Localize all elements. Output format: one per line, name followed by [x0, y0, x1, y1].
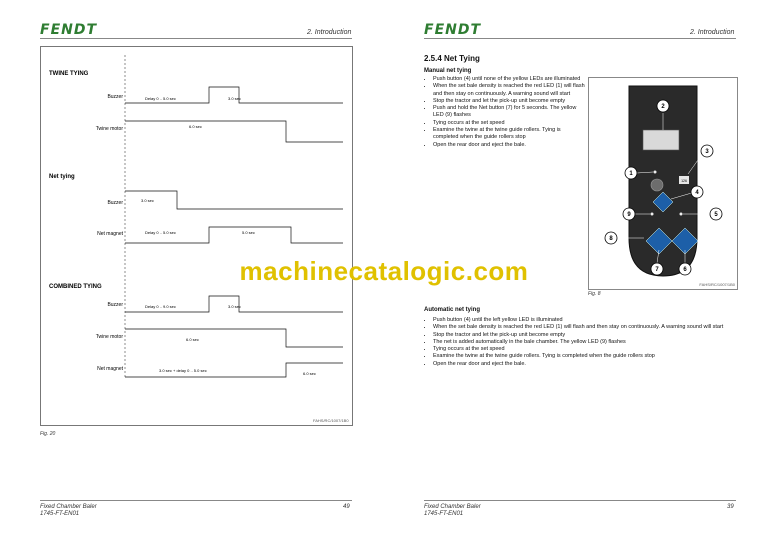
group-title-net: Net tying: [49, 174, 75, 180]
led-yellow-right: [680, 213, 683, 216]
footer-title: Fixed Chamber Baler: [424, 504, 481, 510]
figure-reference-code: FAHS/RC/1007/1B0: [699, 282, 735, 287]
timing-text: Delay 0 .. 9.0 sec: [145, 304, 176, 309]
callout-number: 8: [609, 236, 613, 242]
section-header: 2. Introduction: [307, 29, 352, 36]
callout-number: 2: [661, 104, 665, 110]
callout-number: 7: [655, 267, 659, 273]
group-title-twine: TWINE TYING: [49, 71, 89, 77]
manual-net-tying-title: Manual net tying: [424, 68, 472, 74]
timing-text: Delay 0 .. 5.0 sec: [145, 230, 176, 235]
timing-text: 6.0 sec: [303, 371, 316, 376]
list-item: • Push button (4) until the left yellow LED is illuminated: [433, 317, 733, 324]
list-item: • Stop the tractor and let the pick-up unit become empty: [433, 98, 585, 105]
fendt-logo: FENDT: [424, 22, 482, 38]
callout-number: 3: [705, 149, 709, 155]
signal-label: Twine motor: [95, 334, 123, 340]
list-item: • Push button (4) until none of the yellow LEDs are illuminated: [433, 76, 585, 83]
timing-text: 6.0 sec: [186, 337, 199, 342]
figure-label: Fig. 8: [588, 291, 601, 297]
timing-text: 5.0 sec: [242, 230, 255, 235]
signal-trace: [125, 121, 343, 142]
list-item: • Examine the twine at the twine guide rollers. Tying is completed when the guide rollers stop: [433, 127, 585, 142]
section-header: 2. Introduction: [690, 29, 735, 36]
timing-text: 3.0 sec: [228, 96, 241, 101]
signal-trace: [125, 191, 343, 209]
footer-divider: [424, 500, 736, 501]
section-title: 2.5.4 Net Tying: [424, 54, 480, 63]
timing-text: Delay 0 .. 5.0 sec: [145, 96, 176, 101]
callout-number: 5: [714, 212, 718, 218]
list-item: • Tying occurs at the set speed: [433, 120, 585, 127]
footer-divider: [40, 500, 352, 501]
callout-number: 6: [683, 267, 687, 273]
callout-number: 4: [695, 190, 699, 196]
figure-reference-code: FAHS/RC/1007/1B0: [313, 418, 349, 423]
list-item: • Open the rear door and eject the bale.: [433, 361, 733, 368]
timing-diagram-frame: [40, 46, 353, 426]
callout-number: 1: [629, 171, 633, 177]
header-divider: [424, 38, 736, 39]
list-item: • When the set bale density is reached the red LED (1) will flash and then stay on continuously. A warning sound will start: [433, 324, 733, 331]
timing-text: 3.0 sec: [228, 304, 241, 309]
signal-label: Net magnet: [97, 231, 123, 237]
signal-label: Net magnet: [97, 366, 123, 372]
footer-code: 1745-FT-EN01: [424, 511, 464, 517]
list-item: • The net is added automatically in the bale chamber. The yellow LED (9) flashes: [433, 339, 733, 346]
automatic-steps-list: [424, 317, 733, 368]
page-number: 39: [727, 504, 734, 510]
indicator-label: 126: [681, 179, 687, 183]
page-number: 49: [343, 504, 350, 510]
list-item: • When the set bale density is reached the red LED (1) will flash and then stay on continuously. A warning sound will start: [433, 83, 585, 98]
list-item: • Open the rear door and eject the bale.: [433, 142, 585, 149]
signal-label: Buzzer: [107, 200, 123, 206]
list-item: • Examine the twine at the twine guide rollers. Tying is completed when the guide rollers stop: [433, 353, 733, 360]
density-knob: [651, 179, 663, 191]
fendt-logo: FENDT: [40, 22, 98, 38]
led-yellow-left: [651, 213, 654, 216]
list-item: • Push and hold the Net button (7) for 5 seconds. The yellow LED (9) flashes: [433, 105, 585, 120]
callout-number: 9: [627, 212, 631, 218]
footer-code: 1745-FT-EN01: [40, 511, 80, 517]
automatic-net-tying-title: Automatic net tying: [424, 307, 481, 313]
list-item: • Stop the tractor and let the pick-up unit become empty: [433, 332, 733, 339]
list-item: • Tying occurs at the set speed: [433, 346, 733, 353]
header-divider: [40, 38, 352, 39]
timing-text: 6.0 sec: [189, 124, 202, 129]
figure-label: Fig. 20: [40, 431, 56, 437]
signal-label: Buzzer: [107, 94, 123, 100]
signal-trace: [125, 329, 343, 347]
watermark: machinecatalogic.com: [239, 256, 529, 286]
signal-label: Buzzer: [107, 302, 123, 308]
led-red: [654, 171, 657, 174]
footer-title: Fixed Chamber Baler: [40, 504, 97, 510]
timing-diagram: [41, 47, 352, 425]
manual-steps-list: [424, 76, 585, 149]
timing-text: 3.0 sec + delay 0 .. 5.0 sec: [159, 368, 207, 373]
signal-label: Twine motor: [95, 126, 123, 132]
timing-text: 3.0 sec: [141, 198, 154, 203]
display-window: [643, 130, 679, 150]
group-title-combined: COMBINED TYING: [49, 284, 102, 290]
